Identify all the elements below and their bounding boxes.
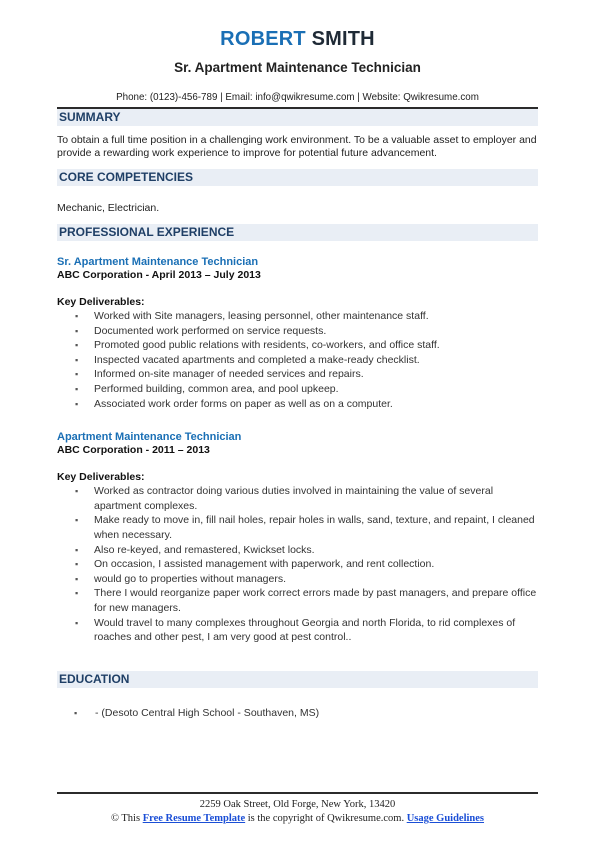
education-text: - (Desoto Central High School - Southaven, MS) — [95, 706, 320, 719]
competencies-heading: CORE COMPETENCIES — [57, 169, 538, 186]
footer-divider — [57, 792, 538, 794]
job-title-heading: Sr. Apartment Maintenance Technician — [174, 60, 421, 75]
job-1-deliverables-label: Key Deliverables: — [57, 296, 145, 308]
list-item: ▪ Promoted good public relations with residents, co-workers, and office staff. — [94, 338, 538, 353]
education-heading: EDUCATION — [57, 671, 538, 688]
last-name: SMITH — [311, 28, 375, 50]
list-item: ▪ There I would reorganize paper work correct errors made by past managers, and prepare office for new managers. — [94, 586, 538, 615]
job-2-deliverables-label: Key Deliverables: — [57, 471, 145, 484]
contact-info: Phone: (0123)-456-789 | Email: info@qwikresume.com | Website: Qwikresume.com — [116, 92, 479, 103]
list-item: ▪ Worked with Site managers, leasing personnel, other maintenance staff. — [94, 309, 538, 324]
resume-header — [0, 0, 595, 104]
education-item — [57, 706, 538, 720]
list-item: ▪ Documented work performed on service requests. — [94, 324, 538, 339]
page-footer — [0, 798, 595, 826]
list-item: ▪ Associated work order forms on paper as well as on a computer. — [94, 397, 538, 412]
job-1-title: Sr. Apartment Maintenance Technician — [57, 256, 259, 268]
first-name: ROBERT — [220, 28, 306, 50]
list-item: ▪ Would travel to many complexes throughout Georgia and north Florida, to rid complexes of roaches and other pest, I am very good at pest control.. — [94, 616, 538, 645]
competencies-text: Mechanic, Electrician. — [57, 202, 160, 214]
job-1-deliverables — [57, 309, 538, 411]
list-item: ▪ Informed on-site manager of needed services and repairs. — [94, 367, 538, 382]
list-item: ▪ Also re-keyed, and remastered, Kwickset locks. — [94, 543, 538, 558]
footer-copyright — [0, 812, 595, 826]
list-item: ▪ On occasion, I assisted management with paperwork, and rent collection. — [94, 557, 538, 572]
job-2-title: Apartment Maintenance Technician — [57, 431, 242, 444]
list-item: ▪ would go to properties without managers. — [94, 572, 538, 587]
list-item: ▪ Worked as contractor doing various duties involved in maintaining the value of several apartment complexes. — [94, 484, 538, 513]
job-1-meta: ABC Corporation - April 2013 – July 2013 — [57, 269, 261, 281]
copyright-prefix: © This — [110, 813, 143, 824]
job-2-meta: ABC Corporation - 2011 – 2013 — [57, 444, 210, 457]
summary-heading: SUMMARY — [57, 109, 538, 126]
list-item: ▪ Performed building, common area, and pool upkeep. — [94, 382, 538, 397]
candidate-name — [0, 27, 595, 51]
experience-heading: PROFESSIONAL EXPERIENCE — [57, 224, 538, 241]
list-item: ▪ Make ready to move in, fill nail holes, repair holes in walls, sand, texture, and repaint, I cleaned when necessary. — [94, 513, 538, 542]
summary-text: To obtain a full time position in a challenging work environment. To be a valuable asset to employer and provide a rewarding work experience to improve for potential future advancement. — [57, 134, 537, 159]
free-resume-template-link[interactable]: Free Resume Template — [142, 813, 246, 824]
bullet-icon: ▪ — [74, 707, 78, 718]
usage-guidelines-link[interactable]: Usage Guidelines — [406, 813, 485, 824]
list-item: ▪ Inspected vacated apartments and completed a make-ready checklist. — [94, 353, 538, 368]
job-2-deliverables — [57, 484, 538, 645]
footer-address: 2259 Oak Street, Old Forge, New York, 13420 — [199, 799, 396, 810]
copyright-middle: is the copyright of Qwikresume.com. — [245, 813, 407, 824]
